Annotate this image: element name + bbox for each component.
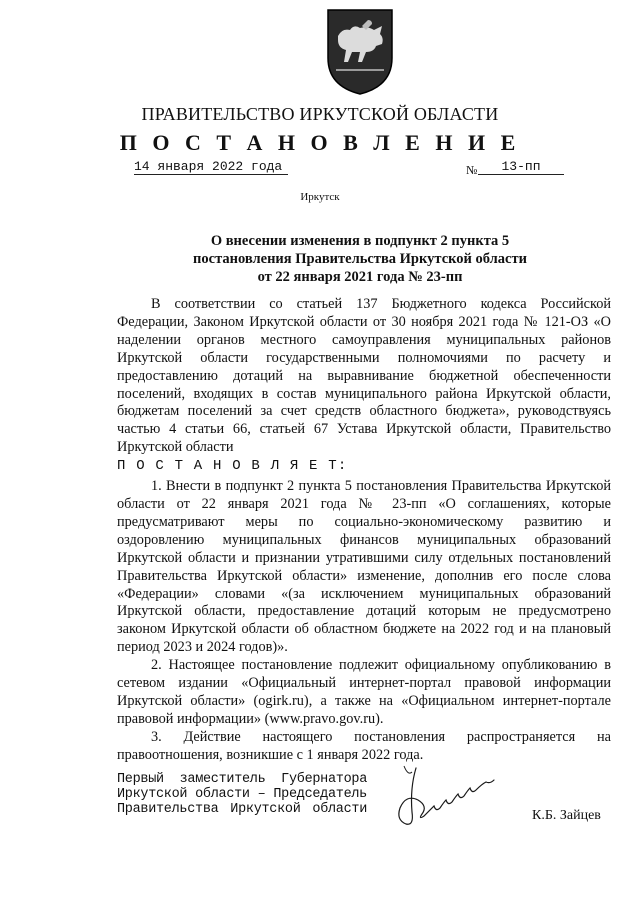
item-3-paragraph: 3. Действие настоящего постановления распространяется на правоотношения, возникшие с 1 января 2022 года. (117, 728, 611, 763)
document-date: 14 января 2022 года (134, 159, 288, 175)
item-2-paragraph: 2. Настоящее постановление подлежит официальному опубликованию в сетевом издании «Официальный интернет-портал правовой информации Иркутской области» (ogirk.ru), а также на «Официальном интернет-портале правовой информации» (www.pravo.gov.ru). (117, 657, 611, 727)
item-1-paragraph: 1. Внести в подпункт 2 пункта 5 постановления Правительства Иркутской области от 22 января 2021 года № 23-пп «О соглашениях, которые предусматривают меры по социально-экономическому развитию и оздоровлению муниципальных финансов муниципальных образований Иркутской области и признании утратившими силу отдельных постановлений Правительства Иркутской области» изменение, дополнив его после слова «Федерации» словами «(за исключением муниципальных образований Иркутской области, предоставление дотаций которым не предусмотрено законом Иркутской области об областном бюджете на 2022 год и на плановый период 2023 и 2024 годов)». (117, 478, 611, 656)
decree-heading: П О С Т А Н О В Л Я Е Т: (117, 458, 348, 475)
signer-position-line-1: Первый заместитель Губернатора (117, 772, 367, 787)
government-name: ПРАВИТЕЛЬСТВО ИРКУТСКОЙ ОБЛАСТИ (141, 104, 499, 124)
signer-name: К.Б. Зайцев (532, 808, 601, 823)
document-number: 13-пп (478, 159, 564, 175)
document-title (160, 232, 560, 286)
signer-position-line-2: Иркутской области – Председатель (117, 787, 367, 802)
signer-position (117, 772, 367, 817)
coat-of-arms-icon (322, 6, 398, 96)
title-line-2: постановления Правительства Иркутской области (193, 251, 527, 267)
number-label: № (466, 163, 478, 177)
city: Иркутск (300, 191, 340, 203)
preamble-paragraph: В соответствии со статьей 137 Бюджетного кодекса Российской Федерации, Законом Иркутской области от 30 ноября 2021 года № 121-ОЗ «О наделении органов местного самоуправления муниципальных районов Иркутской области государственными полномочиями по расчету и предоставлению дотаций на выравнивание бюджетной обеспеченности поселений, входящих в состав муниципального района Иркутской области, бюджетам поселений за счет средств областного бюджета», руководствуясь частью 4 статьи 66, статьей 67 Устава Иркутской области, Правительство Иркутской области (117, 296, 611, 456)
title-line-1: О внесении изменения в подпункт 2 пункта 5 (210, 233, 510, 249)
title-line-3: от 22 января 2021 года № 23-пп (257, 269, 463, 285)
signature-icon (388, 762, 518, 832)
document-body (117, 296, 611, 765)
document-type: П О С Т А Н О В Л Е Н И Е (119, 130, 521, 155)
signer-position-line-3: Правительства Иркутской области (117, 802, 367, 817)
